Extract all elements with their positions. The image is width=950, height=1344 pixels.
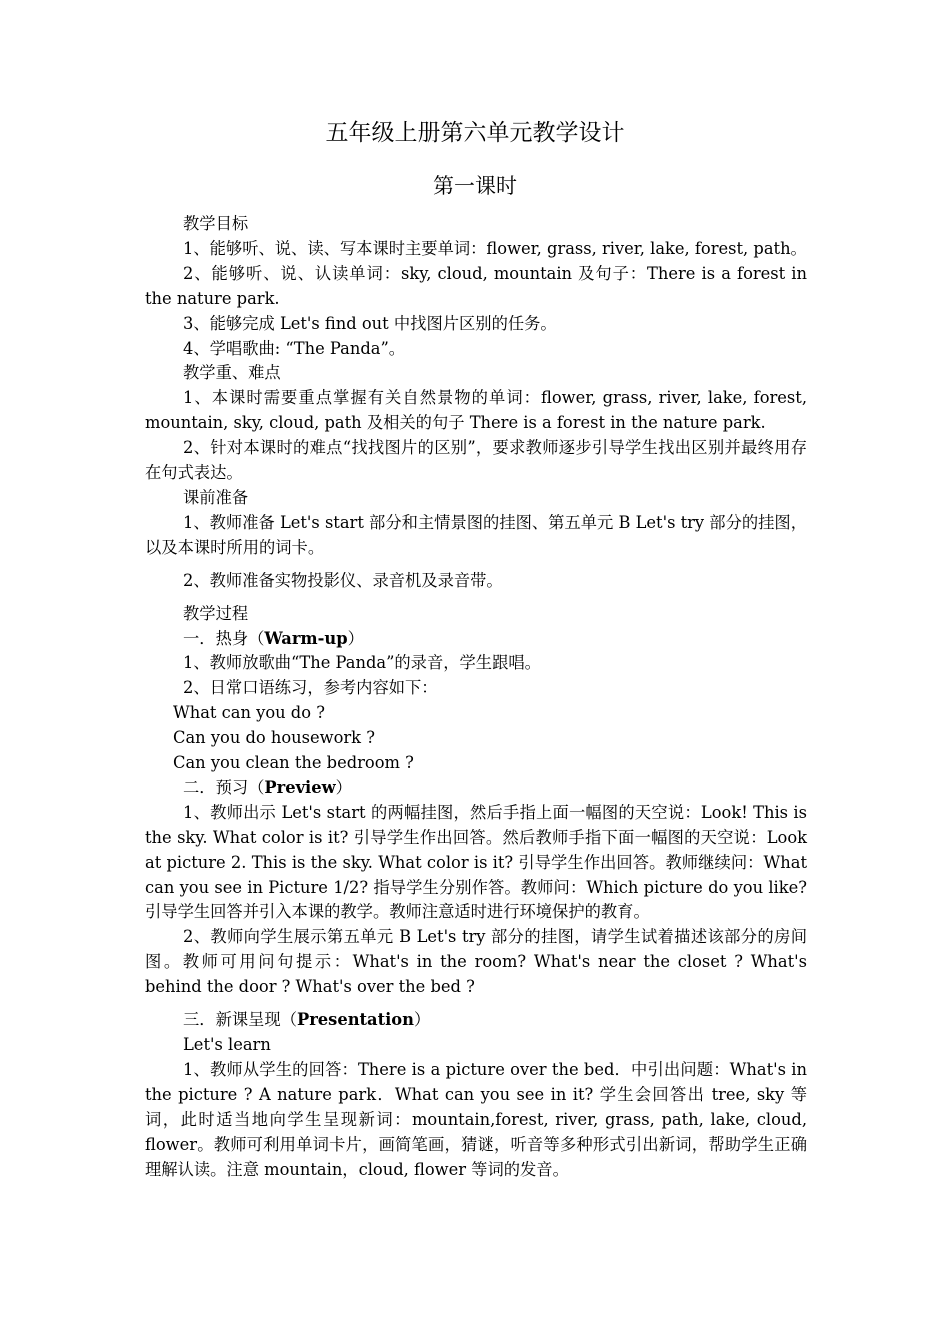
document-title: 五年级上册第六单元教学设计 [325,120,625,146]
goal-1: 1、能够听、说、读、写本课时主要单词：flower, grass, river, lake, forest, path。 [183,238,807,258]
goal-2: 2、能够听、说、认读单词：sky, cloud, mountain 及句子：There is a forest in the nature park. [145,263,807,308]
preview-step-2: 2、教师向学生展示第五单元 B Let's try 部分的挂图，请学生试着描述该部分的房间图。教师可用问句提示：What's in the room? What's near the closet ? What's behind the door ? What's over the bed ? [145,927,807,997]
preview-step-1: 1、教师出示 Let's start 的两幅挂图，然后手指上面一幅图的天空说：Look! This is the sky. What color is it? 引导学生作出回答。然后教师手指下面一幅图的天空说：Look at picture 2. This is the sky. What color is it? 引导学生作出回答。教师继续问：What can you see in Picture 1/2? 指导学生分别作答。教师问：Which picture do you like? 引导学生回答并引入本课的教学。教师注意适时进行环境保护的教育。 [145,802,807,922]
key-point-2: 2、针对本课时的难点“找找图片的区别”，要求教师逐步引导学生找出区别并最终用存在句式表达。 [145,438,807,483]
warmup-question-1: What can you do ? [173,703,325,723]
goal-3: 3、能够完成 Let's find out 中找图片区别的任务。 [183,313,557,333]
warmup-step-2: 2、日常口语练习，参考内容如下： [183,678,438,698]
goals-heading: 教学目标 [183,214,249,233]
process-heading: 教学过程 [183,603,249,623]
section-presentation-heading: 三．新课呈现（Presentation） [183,1010,431,1030]
goal-4: 4、学唱歌曲: “The Panda”。 [183,338,406,358]
document-body [145,212,807,1182]
lets-learn-heading: Let's learn [183,1035,271,1054]
key-points-heading: 教学重、难点 [183,363,281,383]
warmup-question-3: Can you clean the bedroom ? [173,753,414,773]
section-preview-heading: 二．预习（Preview） [183,777,352,797]
section-warmup-heading: 一．热身（Warm-up） [183,628,364,648]
preparation-1: 1、教师准备 Let's start 部分和主情景图的挂图、第五单元 B Let's try 部分的挂图，以及本课时所用的词卡。 [145,512,807,557]
lesson-subtitle: 第一课时 [433,174,517,198]
presentation-step-1: 1、教师从学生的回答：There is a picture over the bed．中引出问题：What's in the picture ? A nature park．What can you see in it? 学生会回答出 tree, sky 等词，此时适当地向学生呈现新词：mountain,forest, river, grass, path, lake, cloud, flower。教师可利用单词卡片，画简笔画，猜谜，听音等多种形式引出新词，帮助学生正确理解认读。注意 mountain，cloud, flower 等词的发音。 [145,1059,807,1179]
warmup-step-1: 1、教师放歌曲“The Panda”的录音，学生跟唱。 [183,653,541,673]
preparation-heading: 课前准备 [183,487,249,507]
warmup-question-2: Can you do housework ? [173,728,375,748]
key-point-1: 1、本课时需要重点掌握有关自然景物的单词：flower, grass, river, lake, forest, mountain, sky, cloud, path 及相关的句子 There is a forest in the nature park. [145,388,807,433]
preparation-2: 2、教师准备实物投影仪、录音机及录音带。 [183,570,503,590]
